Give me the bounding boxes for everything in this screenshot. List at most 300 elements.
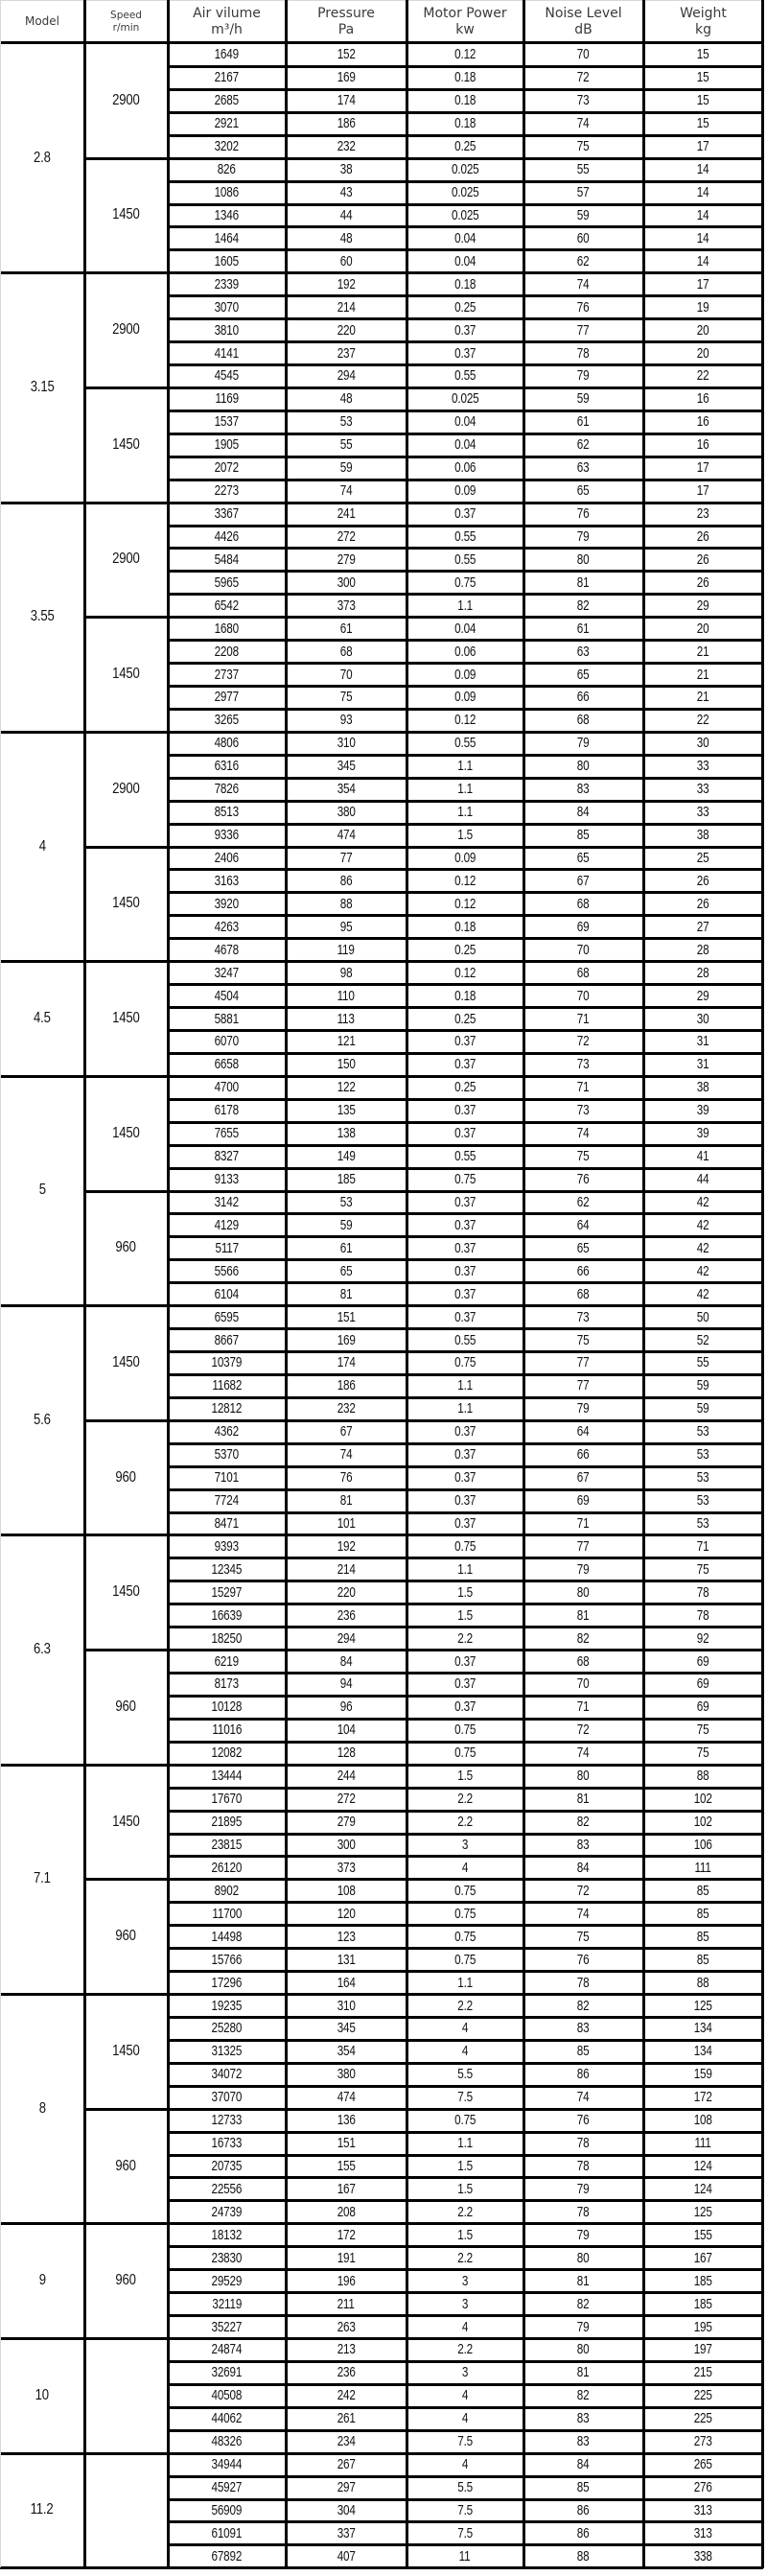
cell-pressure-text: 164: [337, 1974, 356, 1991]
row-divider: [168, 2176, 763, 2179]
cell-air-volume-text: 7826: [214, 781, 240, 798]
cell-air-volume: [168, 272, 286, 295]
cell-air-volume-text: 12812: [211, 1400, 243, 1417]
cell-motor-power-text: 2.2: [457, 2203, 473, 2220]
cell-weight: [643, 1099, 763, 1122]
cell-noise-level: [523, 1099, 643, 1122]
cell-weight-text: 14: [697, 161, 709, 178]
cell-noise-level: [523, 1788, 643, 1811]
cell-noise-level-text: 88: [577, 2547, 590, 2564]
cell-weight-text: 38: [697, 827, 709, 844]
cell-motor-power: [407, 617, 523, 640]
cell-pressure: [286, 158, 407, 181]
cell-air-volume: [168, 915, 286, 938]
speed-cell: [84, 1420, 168, 1535]
model-divider: [0, 1304, 763, 1307]
cell-pressure-text: 93: [339, 712, 353, 729]
cell-weight-text: 111: [694, 1859, 712, 1876]
cell-motor-power: [407, 1351, 523, 1374]
cell-air-volume: [168, 1489, 286, 1512]
cell-noise-level-text: 80: [577, 550, 590, 568]
cell-weight-text: 20: [697, 321, 709, 339]
cell-air-volume-text: 10128: [211, 1698, 243, 1716]
row-divider: [168, 1718, 763, 1721]
cell-pressure-text: 68: [339, 643, 353, 660]
cell-noise-level: [523, 364, 643, 387]
row-divider: [168, 1810, 763, 1813]
cell-motor-power-text: 0.37: [453, 1056, 476, 1073]
cell-noise-level-text: 76: [577, 505, 590, 523]
row-divider: [168, 1580, 763, 1582]
row-divider: [168, 88, 763, 91]
cell-motor-power: [407, 1811, 523, 1834]
cell-motor-power: [407, 847, 523, 870]
cell-noise-level: [523, 1557, 643, 1581]
speed-cell: [84, 272, 168, 387]
speed-cell: [84, 1994, 168, 2109]
cell-air-volume: [168, 1328, 286, 1351]
cell-motor-power: [407, 204, 523, 227]
cell-pressure: [286, 1627, 407, 1650]
cell-motor-power: [407, 1099, 523, 1122]
cell-pressure-text: 108: [337, 1882, 356, 1899]
row-divider: [168, 2429, 763, 2432]
header-weight-unit: kg: [695, 21, 711, 37]
cell-noise-level: [523, 1030, 643, 1053]
cell-pressure: [286, 663, 407, 686]
cell-weight-text: 106: [693, 1836, 713, 1853]
model-cell-text: 10: [35, 2386, 50, 2403]
speed-cell: [84, 1534, 168, 1650]
cell-weight-text: 195: [693, 2318, 713, 2335]
cell-pressure-text: 174: [337, 1354, 356, 1371]
cell-motor-power-text: 1.5: [457, 2158, 473, 2174]
cell-pressure: [286, 1420, 407, 1443]
cell-motor-power: [407, 1650, 523, 1673]
row-divider: [168, 662, 763, 665]
cell-motor-power-text: 0.75: [453, 1951, 476, 1968]
cell-weight: [643, 2017, 763, 2040]
cell-weight: [643, 249, 763, 272]
cell-noise-level: [523, 1168, 643, 1191]
cell-motor-power: [407, 1489, 523, 1512]
cell-weight-text: 21: [697, 643, 709, 660]
cell-air-volume: [168, 892, 286, 915]
cell-weight-text: 33: [697, 781, 709, 798]
cell-pressure-text: 236: [337, 1606, 356, 1624]
row-divider: [168, 1557, 763, 1559]
cell-air-volume-text: 6178: [214, 1102, 240, 1119]
row-divider: [168, 340, 763, 343]
cell-air-volume-text: 8667: [214, 1331, 240, 1348]
table-left-border: [0, 0, 1, 2567]
cell-pressure: [286, 2200, 407, 2223]
cell-pressure-text: 53: [339, 1193, 353, 1210]
cell-noise-level: [523, 1191, 643, 1214]
cell-air-volume-text: 24874: [211, 2341, 243, 2358]
cell-noise-level-text: 72: [577, 69, 590, 86]
cell-noise-level-text: 78: [577, 2158, 590, 2174]
speed-cell-text: 960: [115, 1468, 137, 1486]
cell-pressure: [286, 2430, 407, 2453]
cell-air-volume-text: 4504: [214, 987, 240, 1004]
speed-cell-text: 1450: [112, 895, 140, 912]
cell-weight-text: 124: [693, 2158, 713, 2174]
cell-weight-text: 22: [697, 712, 709, 729]
cell-weight: [643, 1397, 763, 1420]
cell-motor-power: [407, 2132, 523, 2155]
cell-pressure-text: 272: [337, 1791, 356, 1808]
cell-weight-text: 313: [693, 2501, 713, 2518]
cell-air-volume: [168, 1925, 286, 1948]
cell-air-volume-text: 18132: [211, 2226, 243, 2243]
model-cell-text: 5.6: [34, 1411, 51, 1428]
cell-weight: [643, 1351, 763, 1374]
row-divider: [168, 2268, 763, 2271]
cell-motor-power-text: 7.5: [457, 2501, 473, 2518]
cell-pressure: [286, 1328, 407, 1351]
speed-cell: [84, 1076, 168, 1191]
cell-motor-power: [407, 1213, 523, 1236]
speed-cell: [84, 43, 168, 158]
cell-pressure: [286, 824, 407, 847]
speed-cell: [84, 2109, 168, 2224]
cell-noise-level-text: 78: [577, 344, 590, 362]
cell-weight: [643, 824, 763, 847]
cell-air-volume-text: 2977: [214, 689, 240, 706]
cell-pressure: [286, 1007, 407, 1030]
cell-air-volume-text: 19235: [211, 1997, 243, 2014]
cell-motor-power: [407, 2292, 523, 2315]
cell-noise-level: [523, 2384, 643, 2407]
cell-motor-power: [407, 2521, 523, 2544]
cell-weight: [643, 272, 763, 295]
cell-motor-power-text: 0.37: [453, 1239, 476, 1256]
cell-noise-level: [523, 1489, 643, 1512]
row-divider: [168, 2383, 763, 2386]
cell-pressure-text: 96: [339, 1698, 353, 1716]
header-pressure: [286, 0, 407, 43]
cell-motor-power-text: 2.2: [457, 2249, 473, 2266]
cell-noise-level: [523, 2315, 643, 2338]
cell-weight: [643, 1765, 763, 1788]
cell-air-volume-text: 826: [217, 161, 237, 178]
cell-air-volume: [168, 1856, 286, 1879]
cell-weight: [643, 847, 763, 870]
cell-air-volume: [168, 1742, 286, 1765]
cell-motor-power: [407, 640, 523, 663]
cell-motor-power-text: 0.55: [453, 550, 476, 568]
cell-air-volume-text: 5881: [214, 1010, 240, 1027]
cell-weight: [643, 594, 763, 617]
cell-noise-level-text: 65: [577, 1239, 590, 1256]
row-divider: [168, 2016, 763, 2019]
model-cell: [0, 1305, 84, 1534]
cell-noise-level: [523, 869, 643, 892]
row-divider: [168, 1488, 763, 1491]
cell-air-volume-text: 4678: [214, 941, 240, 958]
cell-pressure-text: 151: [337, 2135, 356, 2152]
cell-weight: [643, 1719, 763, 1742]
cell-pressure-text: 98: [339, 964, 353, 981]
cell-air-volume-text: 17296: [211, 1974, 243, 1991]
cell-weight-text: 125: [693, 2203, 713, 2220]
cell-air-volume: [168, 2338, 286, 2361]
cell-motor-power: [407, 1145, 523, 1168]
cell-motor-power-text: 0.25: [453, 1010, 476, 1027]
cell-motor-power-text: 1.1: [457, 1974, 473, 1991]
header-speed-label: Speed: [110, 10, 142, 22]
speed-cell: [84, 1650, 168, 1765]
cell-pressure-text: 261: [337, 2410, 356, 2427]
cell-noise-level: [523, 181, 643, 204]
model-cell: [0, 961, 84, 1076]
cell-weight-text: 59: [697, 1400, 709, 1417]
cell-motor-power-text: 0.25: [453, 1079, 476, 1096]
row-divider: [168, 2475, 763, 2478]
cell-pressure: [286, 1788, 407, 1811]
row-divider: [168, 1029, 763, 1032]
cell-pressure: [286, 43, 407, 66]
cell-air-volume-text: 9336: [214, 827, 240, 844]
cell-weight: [643, 892, 763, 915]
cell-noise-level-text: 86: [577, 2066, 590, 2083]
cell-motor-power: [407, 2086, 523, 2109]
cell-noise-level: [523, 2040, 643, 2063]
cell-weight-text: 14: [697, 252, 709, 269]
cell-noise-level-text: 85: [577, 827, 590, 844]
cell-motor-power-text: 2.2: [457, 1791, 473, 1808]
cell-noise-level-text: 76: [577, 298, 590, 316]
cell-weight-text: 26: [697, 895, 709, 912]
cell-motor-power: [407, 1512, 523, 1535]
cell-air-volume: [168, 526, 286, 549]
cell-weight: [643, 1534, 763, 1557]
cell-noise-level-text: 72: [577, 1721, 590, 1739]
cell-weight-text: 59: [697, 1377, 709, 1394]
cell-noise-level: [523, 2499, 643, 2522]
cell-air-volume: [168, 2453, 286, 2476]
row-divider: [168, 1603, 763, 1605]
cell-weight: [643, 1811, 763, 1834]
cell-noise-level: [523, 686, 643, 709]
cell-motor-power-text: 0.37: [453, 1308, 476, 1325]
cell-weight-text: 15: [697, 115, 709, 132]
cell-noise-level: [523, 847, 643, 870]
cell-air-volume: [168, 1466, 286, 1489]
cell-noise-level-text: 86: [577, 2524, 590, 2541]
cell-noise-level-text: 81: [577, 1606, 590, 1624]
column-divider: [523, 0, 525, 2568]
cell-noise-level: [523, 1581, 643, 1604]
row-divider: [168, 1144, 763, 1147]
cell-weight-text: 52: [697, 1331, 709, 1348]
speed-cell: [84, 1765, 168, 1880]
cell-air-volume: [168, 778, 286, 801]
cell-motor-power-text: 0.75: [453, 574, 476, 591]
cell-weight-text: 102: [693, 1814, 713, 1831]
cell-air-volume-text: 3247: [214, 964, 240, 981]
cell-pressure: [286, 594, 407, 617]
cell-weight-text: 172: [693, 2089, 713, 2106]
cell-weight: [643, 2200, 763, 2223]
cell-weight-text: 53: [697, 1446, 709, 1464]
cell-air-volume-text: 20735: [211, 2158, 243, 2174]
cell-air-volume-text: 3367: [214, 505, 240, 523]
cell-air-volume: [168, 755, 286, 778]
cell-noise-level-text: 73: [577, 1056, 590, 1073]
cell-motor-power: [407, 1902, 523, 1925]
cell-air-volume: [168, 410, 286, 433]
cell-motor-power-text: 1.5: [457, 1583, 473, 1601]
cell-noise-level: [523, 1534, 643, 1557]
cell-weight-text: 225: [693, 2410, 713, 2427]
speed-cell-text: 2900: [112, 91, 140, 108]
cell-noise-level-text: 84: [577, 804, 590, 821]
cell-air-volume: [168, 1719, 286, 1742]
cell-pressure-text: 74: [339, 482, 353, 500]
cell-motor-power-text: 0.12: [453, 895, 476, 912]
cell-weight: [643, 1236, 763, 1259]
cell-noise-level-text: 70: [577, 1675, 590, 1693]
header-motor-power-label: Motor Power: [423, 6, 507, 22]
cell-weight-text: 313: [693, 2524, 713, 2541]
cell-noise-level-text: 80: [577, 1583, 590, 1601]
cell-air-volume-text: 11700: [212, 1905, 242, 1922]
row-divider: [168, 525, 763, 527]
cell-weight-text: 69: [697, 1652, 709, 1670]
model-divider: [0, 502, 763, 504]
cell-motor-power: [407, 1168, 523, 1191]
cell-pressure-text: 86: [339, 872, 353, 889]
cell-weight: [643, 2361, 763, 2384]
cell-motor-power: [407, 938, 523, 961]
cell-noise-level-text: 80: [577, 758, 590, 775]
cell-pressure: [286, 1604, 407, 1627]
cell-weight: [643, 112, 763, 135]
cell-noise-level: [523, 433, 643, 457]
cell-air-volume-text: 16639: [211, 1606, 243, 1624]
cell-air-volume: [168, 2223, 286, 2246]
cell-pressure-text: 300: [337, 574, 356, 591]
cell-weight-text: 75: [697, 1745, 709, 1762]
cell-air-volume: [168, 2361, 286, 2384]
cell-air-volume-text: 10379: [211, 1354, 243, 1371]
cell-weight-text: 19: [697, 298, 709, 316]
row-divider: [168, 2245, 763, 2248]
cell-weight-text: 75: [697, 1560, 709, 1578]
cell-air-volume: [168, 1557, 286, 1581]
model-cell: [0, 272, 84, 502]
cell-pressure: [286, 2246, 407, 2269]
cell-air-volume-text: 2737: [214, 666, 240, 683]
cell-pressure-text: 59: [339, 459, 353, 477]
cell-motor-power-text: 0.37: [453, 344, 476, 362]
row-divider: [168, 639, 763, 642]
model-cell: [0, 1765, 84, 1994]
cell-pressure-text: 121: [337, 1033, 356, 1050]
cell-pressure-text: 208: [337, 2203, 356, 2220]
cell-pressure-text: 75: [339, 689, 353, 706]
cell-air-volume-text: 2273: [214, 482, 240, 500]
cell-air-volume-text: 2339: [214, 275, 240, 293]
cell-weight: [643, 1374, 763, 1397]
cell-noise-level-text: 69: [577, 918, 590, 935]
cell-air-volume-text: 4426: [214, 527, 240, 545]
speed-cell-text: 960: [115, 1239, 137, 1256]
cell-weight-text: 25: [697, 850, 709, 866]
cell-motor-power: [407, 1007, 523, 1030]
cell-air-volume-text: 4362: [214, 1423, 240, 1440]
row-divider: [168, 1052, 763, 1055]
cell-pressure-text: 310: [337, 1997, 356, 2014]
cell-pressure: [286, 1512, 407, 1535]
cell-noise-level-text: 81: [577, 2364, 590, 2381]
cell-motor-power: [407, 1030, 523, 1053]
cell-motor-power-text: 0.025: [451, 184, 479, 201]
cell-weight: [643, 1305, 763, 1328]
cell-air-volume-text: 26120: [211, 1859, 243, 1876]
cell-motor-power-text: 0.37: [453, 1193, 476, 1210]
cell-weight: [643, 204, 763, 227]
cell-weight-text: 26: [697, 527, 709, 545]
cell-air-volume-text: 1086: [214, 184, 240, 201]
cell-weight: [643, 1053, 763, 1076]
cell-pressure-text: 119: [337, 941, 356, 958]
cell-motor-power-text: 0.55: [453, 527, 476, 545]
cell-pressure-text: 474: [337, 2089, 356, 2106]
row-divider: [168, 2543, 763, 2546]
cell-motor-power-text: 0.75: [453, 1745, 476, 1762]
cell-air-volume: [168, 204, 286, 227]
cell-noise-level-text: 78: [577, 2203, 590, 2220]
cell-motor-power-text: 3: [461, 2364, 469, 2381]
cell-pressure-text: 60: [339, 252, 353, 269]
cell-air-volume: [168, 1765, 286, 1788]
cell-noise-level-text: 74: [577, 1745, 590, 1762]
cell-noise-level-text: 59: [577, 390, 590, 408]
header-weight: [643, 0, 763, 43]
cell-weight: [643, 341, 763, 364]
cell-air-volume-text: 6316: [214, 758, 240, 775]
cell-weight-text: 28: [697, 964, 709, 981]
model-cell: [0, 2338, 84, 2453]
cell-pressure-text: 48: [339, 229, 353, 246]
row-divider: [168, 708, 763, 711]
cell-air-volume: [168, 503, 286, 526]
cell-air-volume-text: 1680: [214, 620, 240, 637]
row-divider: [168, 914, 763, 917]
header-speed: [84, 0, 168, 43]
cell-weight-text: 42: [697, 1193, 709, 1210]
speed-group-divider: [84, 157, 763, 160]
cell-motor-power: [407, 318, 523, 341]
cell-air-volume: [168, 433, 286, 457]
cell-air-volume-text: 5484: [214, 550, 240, 568]
cell-motor-power-text: 7.5: [457, 2433, 473, 2450]
speed-cell: [84, 1305, 168, 1420]
cell-air-volume-text: 34072: [211, 2066, 243, 2083]
cell-pressure-text: 310: [337, 735, 356, 752]
cell-air-volume-text: 2167: [214, 69, 240, 86]
cell-air-volume-text: 34944: [211, 2456, 243, 2473]
cell-noise-level-text: 63: [577, 643, 590, 660]
cell-noise-level-text: 79: [577, 2318, 590, 2335]
cell-noise-level: [523, 2407, 643, 2430]
cell-noise-level-text: 79: [577, 735, 590, 752]
row-divider: [168, 1373, 763, 1376]
cell-motor-power-text: 0.04: [453, 436, 476, 454]
